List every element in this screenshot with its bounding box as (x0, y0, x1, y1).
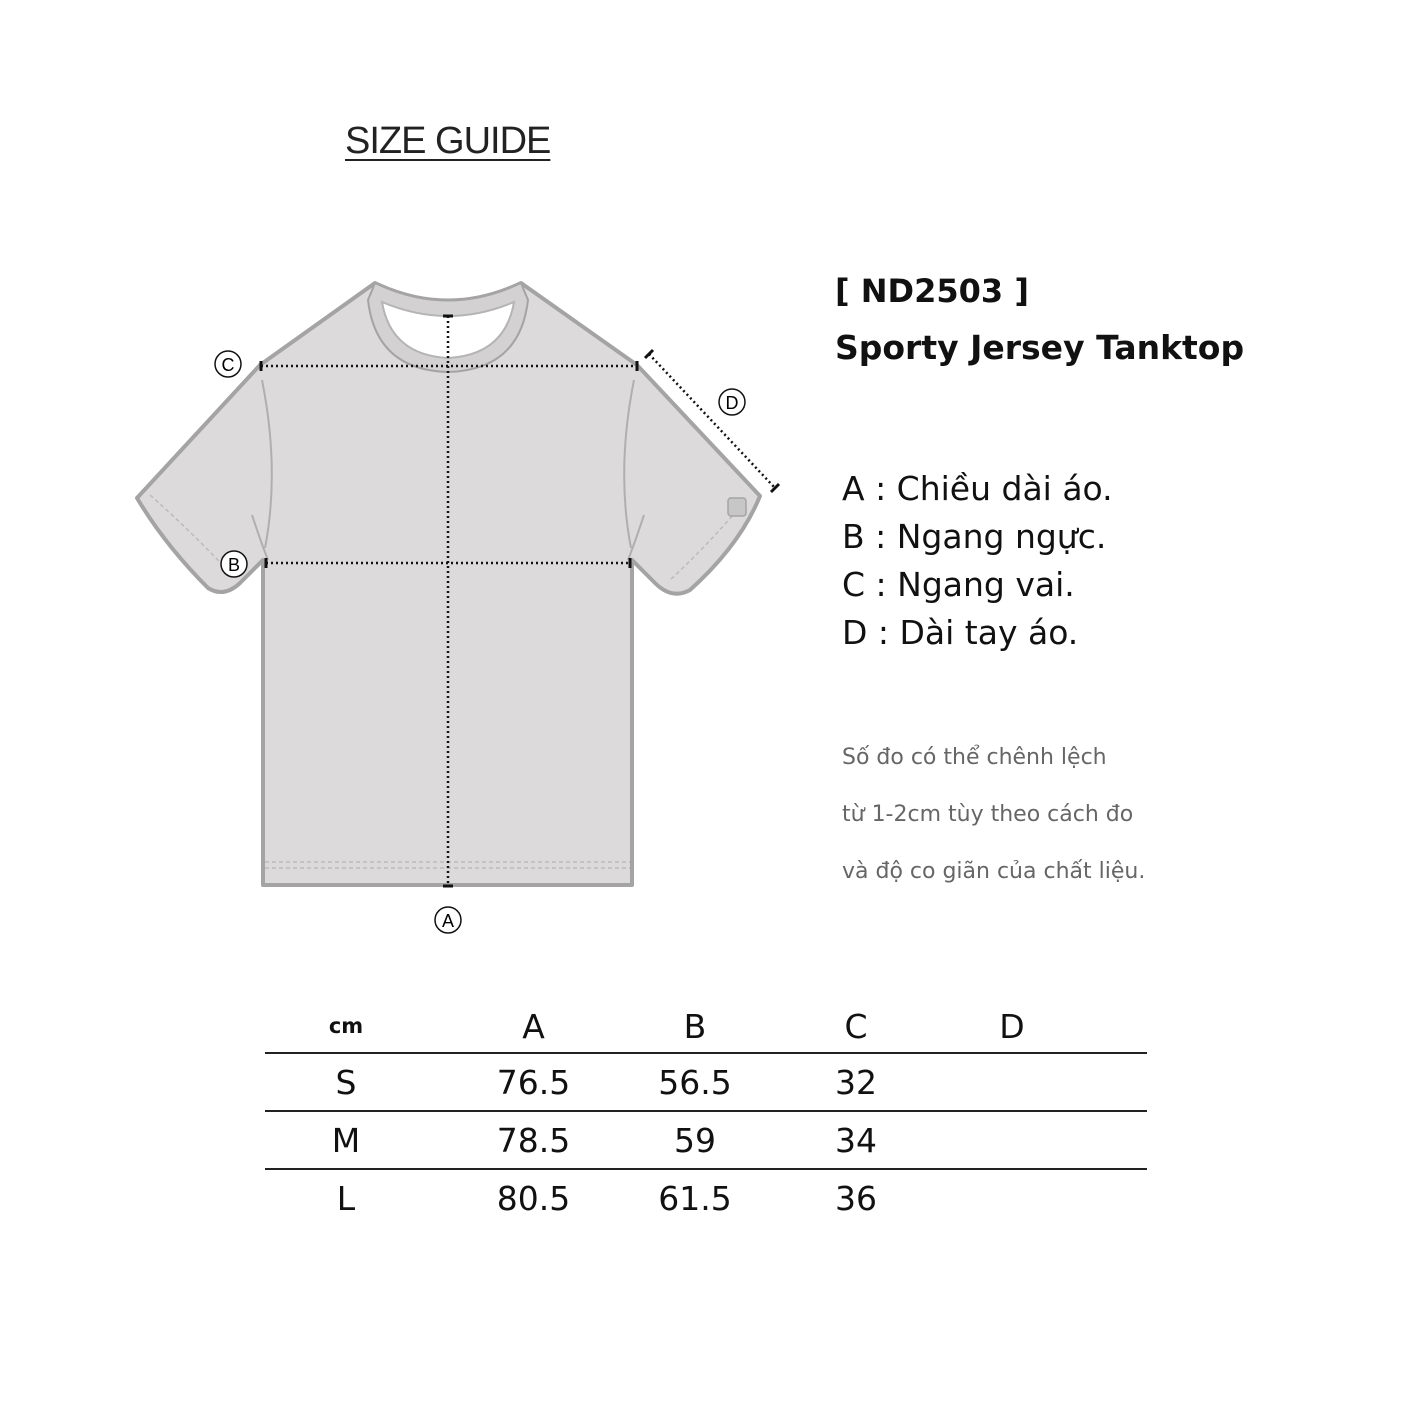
measurement-legend (842, 468, 1113, 660)
marker-d (719, 389, 745, 415)
cell-d (962, 1169, 1062, 1226)
page-title: SIZE GUIDE (345, 120, 551, 162)
cell-b: 61.5 (658, 1178, 732, 1218)
table-header-a: A (522, 1006, 545, 1046)
marker-b (221, 551, 247, 577)
measurement-note (842, 742, 1145, 913)
cell-d (962, 1111, 1062, 1169)
cell-b: 59 (674, 1120, 716, 1160)
table-header-d: D (999, 1006, 1025, 1046)
note-line: Số đo có thể chênh lệch (842, 745, 1107, 770)
product-name: Sporty Jersey Tanktop (835, 328, 1245, 367)
svg-text:A: A (441, 911, 455, 931)
table-header-unit: cm (328, 1014, 364, 1038)
table-header-row (265, 1000, 1147, 1053)
sleeve-tag (728, 498, 746, 516)
legend-item-b: B : Ngang ngực. (842, 517, 1107, 556)
cell-a: 76.5 (496, 1062, 571, 1102)
cell-c: 34 (835, 1120, 877, 1160)
marker-a (435, 907, 461, 933)
table-row (265, 1169, 1147, 1226)
table-row (265, 1111, 1147, 1169)
cell-c: 32 (835, 1062, 877, 1102)
legend-item-d: D : Dài tay áo. (842, 613, 1079, 652)
svg-text:C: C (221, 355, 235, 375)
marker-c (215, 351, 241, 377)
size-table (265, 1000, 1147, 1226)
table-row (265, 1053, 1147, 1111)
cell-b: 56.5 (658, 1062, 732, 1102)
svg-text:B: B (227, 555, 241, 575)
size-label: M (331, 1120, 361, 1160)
legend-item-a: A : Chiều dài áo. (842, 469, 1113, 508)
size-label: S (335, 1062, 357, 1102)
svg-text:D: D (725, 393, 739, 413)
cell-c: 36 (835, 1178, 877, 1218)
product-code: [ ND2503 ] (835, 272, 1029, 310)
note-line: và độ co giãn của chất liệu. (842, 859, 1146, 884)
cell-a: 78.5 (496, 1120, 571, 1160)
legend-item-c: C : Ngang vai. (842, 565, 1075, 604)
note-line: từ 1-2cm tùy theo cách đo (842, 802, 1134, 827)
cell-a: 80.5 (496, 1178, 571, 1218)
table-header-b: B (683, 1006, 707, 1046)
table-header-c: C (844, 1006, 868, 1046)
cell-d (962, 1053, 1062, 1111)
size-label: L (336, 1178, 356, 1218)
